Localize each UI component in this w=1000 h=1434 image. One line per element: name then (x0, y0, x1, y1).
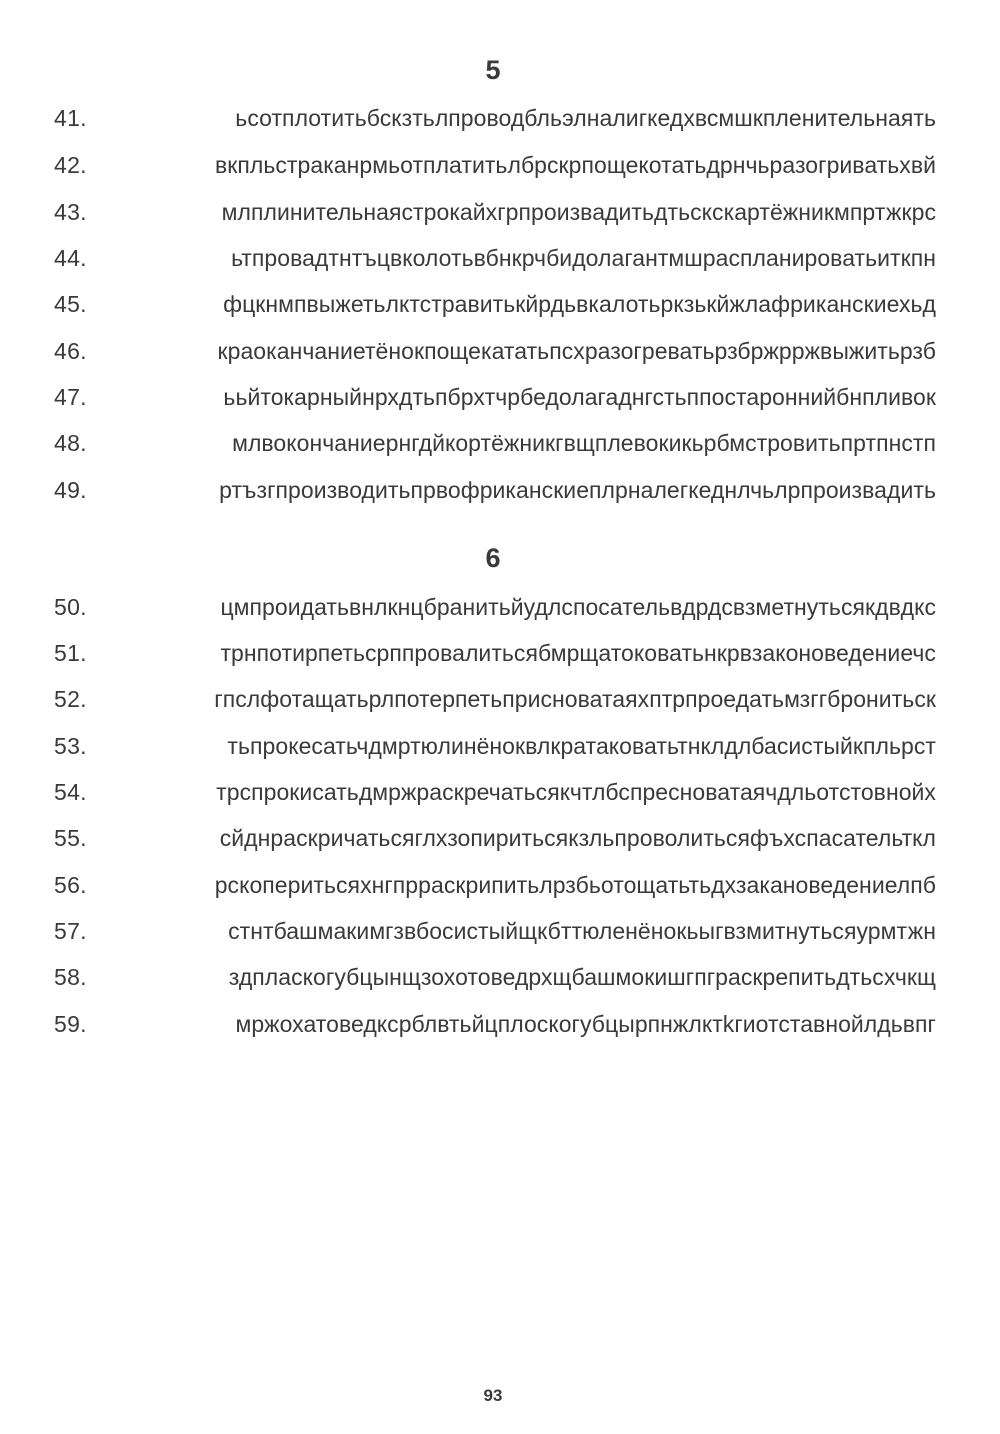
list-item (54, 916, 936, 946)
line-number: 51. (54, 640, 87, 666)
letter-string: вкпльстраканрмьотплатитьлбрскрпощекотатьдрнчьразогриватьхвй (214, 152, 936, 178)
line-number: 42. (54, 152, 87, 178)
section-heading: 5 (485, 55, 501, 85)
line-number: 44. (54, 245, 87, 271)
list-item (54, 870, 936, 900)
list-item (54, 823, 936, 853)
letter-string: стнтбашмакимгзвбосистыйщкбттюленёнокьыгвзмитнутьсяурмтжн (228, 918, 936, 944)
line-number: 52. (54, 686, 87, 712)
line-number: 48. (54, 430, 87, 456)
page-number: 93 (483, 1386, 503, 1405)
line-number: 56. (54, 872, 87, 898)
line-number: 45. (54, 291, 87, 317)
letter-string: ьсотплотитьбскзтьлпроводбльэлналигкедхвсмшкпленительнаять (235, 105, 936, 131)
letter-string: трнпотирпетьсрппровалитьсябмрщатоковатьнкрвзаконоведениечс (220, 640, 936, 666)
list-item (54, 592, 936, 622)
line-number: 49. (54, 477, 87, 503)
letter-string: сйднраскричатьсяглхзопиритьсякзльпроволитьсяфъхспасательткл (219, 825, 936, 851)
line-number: 58. (54, 964, 87, 990)
line-number: 54. (54, 779, 87, 805)
list-item (54, 962, 936, 992)
list-item (54, 336, 936, 366)
line-number: 59. (54, 1011, 87, 1037)
letter-string: краоканчаниетёнокпощекататьпсхразогреватьрзбржрржвыжитьрзб (217, 338, 936, 364)
list-item (54, 150, 936, 180)
line-number: 47. (54, 384, 87, 410)
letter-string: млплинительнаястрокайхгрпроизвадитьдтьскскартёжникмпртжкрс (221, 199, 936, 225)
list-item (54, 1009, 936, 1039)
list-item (54, 684, 936, 714)
letter-string: ььйтокарныйнрхдтьпбрхтчрбедолагаднгстьппостароннийбнпливок (223, 384, 936, 410)
letter-string: здпласкогубцынщзохотоведрхщбашмокишгпграскрепитьдтьсхчкщ (228, 964, 936, 990)
letter-string: млвокончаниернгдйкортёжникгвщплевокикьрбмстровитьпртпнстп (232, 430, 936, 456)
letter-string: гпслфотащатьрлпотерпетьприсноватаяхптрпроедатьмзггбронитьск (214, 686, 936, 712)
letter-string: цмпроидатьвнлкнцбранитьйудлспосательвдрдсвзметнутьсякдвдкс (220, 594, 936, 620)
line-number: 43. (54, 199, 87, 225)
letter-string: рскоперитьсяхнгпрраскрипитьлрзбьотощатьтьдхзакановедениелпб (214, 872, 936, 898)
letter-string: фцкнмпвыжетьлктстравитькйрдьвкалотьркзькйжлафриканскиехьд (223, 291, 936, 317)
list-item (54, 475, 936, 505)
letter-string: мржохатоведксрблвтьйцплоскогубцырпнжлктkгиотставнойлдьвпг (235, 1011, 936, 1037)
list-item (54, 777, 936, 807)
list-item (54, 289, 936, 319)
list-item (54, 103, 936, 133)
letter-string: тьпрокесатьчдмртюлинёноквлкратаковатьтнклдлбасистыйкпльрст (227, 733, 936, 759)
list-item (54, 197, 936, 227)
line-number: 55. (54, 825, 87, 851)
line-number: 53. (54, 733, 87, 759)
list-item (54, 731, 936, 761)
list-item (54, 243, 936, 273)
letter-string: ьтпровадтнтъцвколотьвбнкрчбидолагантмшраспланироватьиткпн (231, 245, 936, 271)
section-heading: 6 (485, 543, 501, 573)
list-item (54, 428, 936, 458)
letter-string: ртъзгпроизводитьпрвофриканскиеплрналегкеднлчьлрпроизвадить (219, 477, 936, 503)
line-number: 46. (54, 338, 87, 364)
list-item (54, 638, 936, 668)
list-item (54, 382, 936, 412)
line-number: 50. (54, 594, 87, 620)
letter-string: трспрокисатьдмржраскречатьсякчтлбспресноватаячдльотстовнойх (216, 779, 936, 805)
line-number: 57. (54, 918, 87, 944)
line-number: 41. (54, 105, 87, 131)
